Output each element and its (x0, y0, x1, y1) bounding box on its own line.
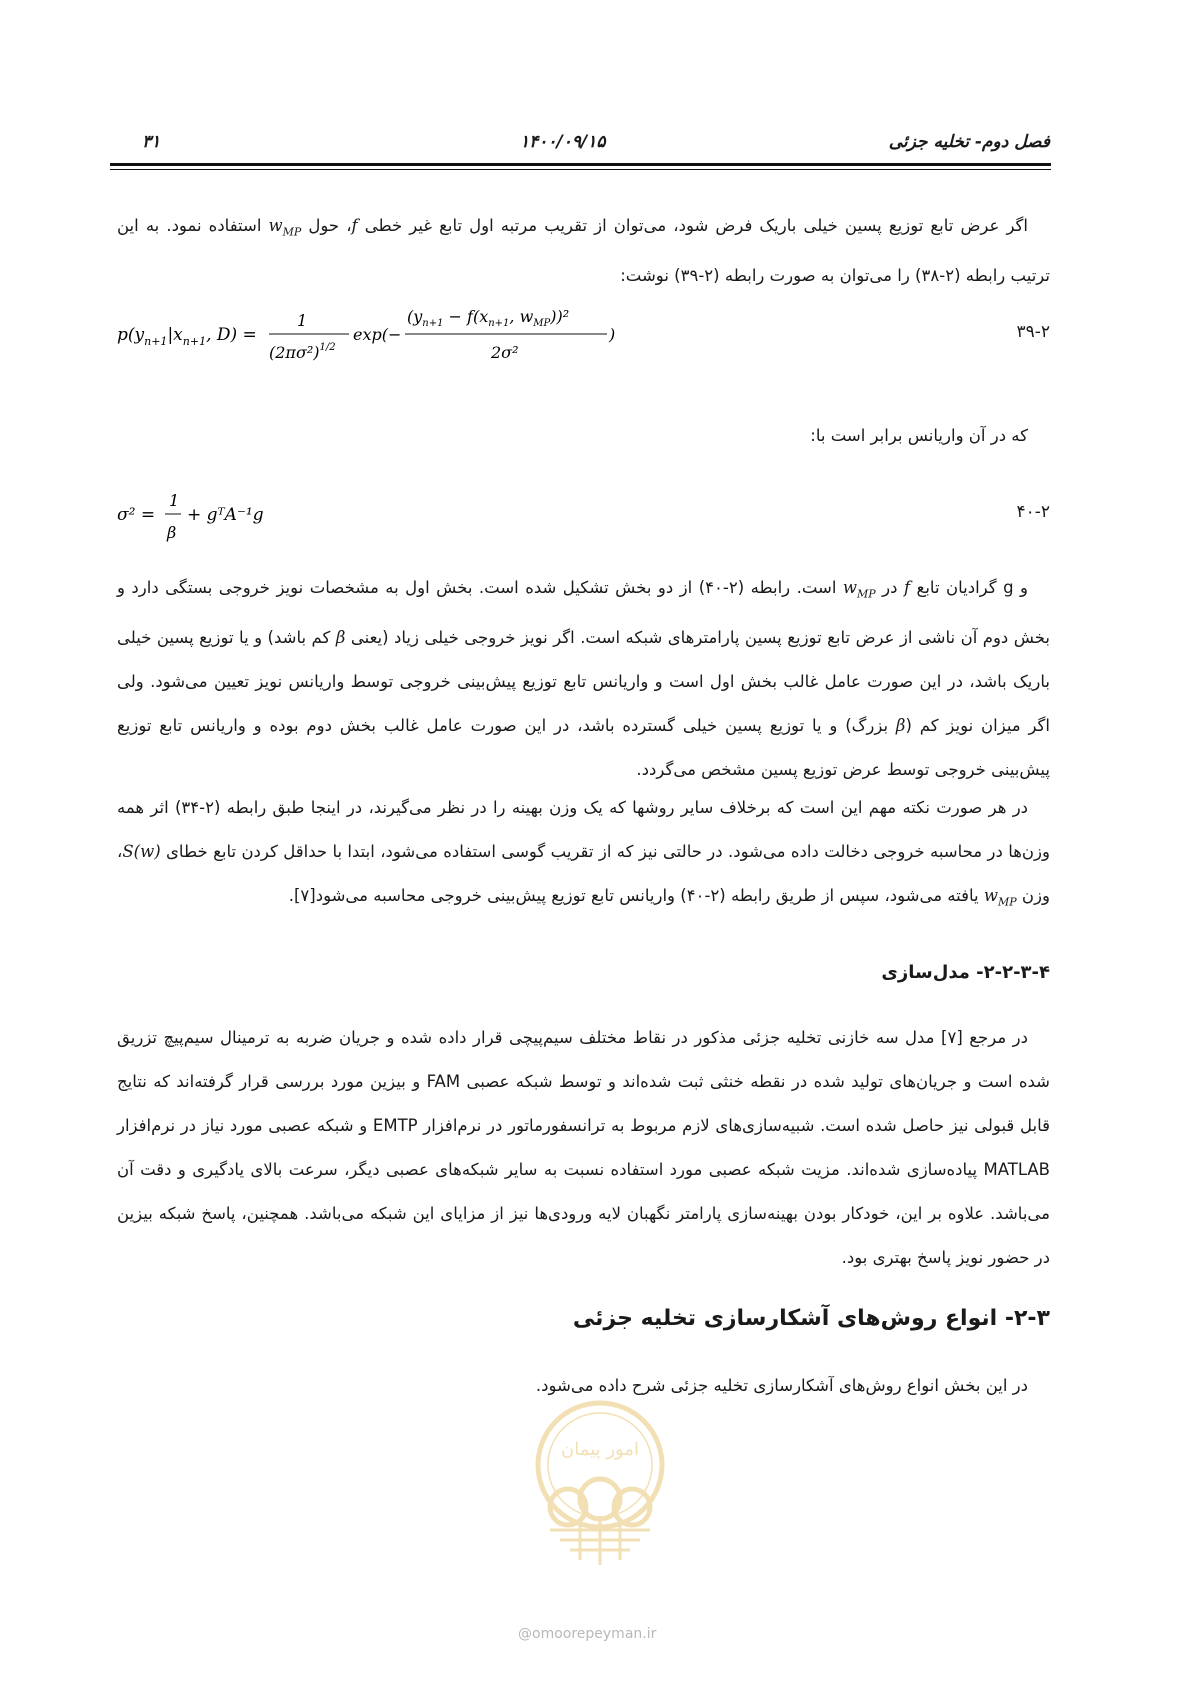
header-rule-thick (110, 163, 1051, 166)
section-heading-2-2-3-4: ۲-۲-۳-۴- مدل‌سازی (881, 962, 1050, 983)
para1-symbol-wmp: $w_{MP}$ (268, 216, 302, 239)
eq39-exp: exp(− (353, 325, 402, 344)
svg-text:p(yn+1|xn+1, D) =: $p(y_{n+1}|x_{n+1}$, D) = (117, 325, 257, 348)
equation-39 (117, 300, 1050, 370)
paragraph-3: و g گرادیان تابع f در $w_{MP}$ است. رابطه (۲-۴۰) از دو بخش تشکیل شده است. بخش اول به مشخصات نویز خروجی بستگی دارد و بخش دوم آن ناشی از عرض تابع توزیع پسین پارامترهای شبکه است. اگر نویز خروجی خیلی زیاد (یعنی β کم باشد) و یا توزیع پسین خیلی باریک باشد، در این صورت عامل غالب بخش اول است و واریانس تابع توزیع پیش‌بینی خروجی توسط واریانس نویز تعیین می‌شود. ولی اگر میزان نویز کم (β بزرگ) و یا توزیع پسین خیلی گسترده باشد، در این صورت عامل غالب بخش دوم بوده و واریانس تابع توزیع پیش‌بینی خروجی توسط عرض توزیع پسین مشخص می‌گردد. (117, 578, 1050, 780)
page-number: ۳۱ (142, 132, 161, 152)
svg-text:): ) (609, 325, 616, 344)
equation-40 (117, 480, 1050, 550)
equation-39-number: ۳۹-۲ (1016, 322, 1050, 342)
equation-40-formula (117, 480, 377, 550)
para1-text-a: اگر عرض تابع توزیع پسین خیلی باریک فرض شود، می‌توان از تقریب مرتبه اول تابع غیر خطی (357, 216, 1028, 235)
paragraph-1 (117, 204, 1050, 298)
para1-symbol-f: f (351, 216, 358, 235)
section-heading-2-3: ۲-۳- انواع روش‌های آشکارسازی تخلیه جزئی (572, 1306, 1050, 1331)
svg-text:امور پیمان: امور پیمان (561, 1439, 639, 1460)
paragraph-6: در این بخش انواع روش‌های آشکارسازی تخلیه جزئی شرح داده می‌شود. (535, 1376, 1028, 1395)
para1-text-c: استفاده نمود. به این ترتیب رابطه (۲-۳۸) را می‌توان به صورت رابطه (۲-۳۹) نوشت: (117, 216, 1050, 286)
chapter-title: فصل دوم- تخلیه جزئی (888, 132, 1050, 152)
svg-text:(yn+1 − f(xn+1, wMP))²: ($y_{n+1} - f(x_{n+1}$, $w_{MP}))^2$ (407, 307, 570, 329)
paragraph-4: در هر صورت نکته مهم این است که برخلاف سایر روشها که یک وزن بهینه را در نظر می‌گیرند، در اینجا طبق رابطه (۲-۳۴) اثر همه وزن‌ها در محاسبه خروجی دخالت داده می‌شود. در حالتی نیز که از تقریب گوسی استفاده می‌شود، ابتدا با حداقل کردن تابع خطای S(w)، وزن $w_{MP}$ یافته می‌شود، سپس از طریق رابطه (۲-۴۰) واریانس تابع توزیع پیش‌بینی خروجی محاسبه می‌شود[۷]. (117, 798, 1050, 909)
para2-text: که در آن واریانس برابر است با: (810, 426, 1028, 445)
header-date: ۱۴۰۰/۰۹/۱۵ (520, 132, 606, 152)
paragraph-2 (117, 414, 1050, 458)
watermark-logo (510, 1395, 690, 1575)
watermark-site: @omoorepeyman.ir (518, 1626, 657, 1642)
eq39-denominator-2: 2σ² (491, 343, 519, 362)
svg-text:(2πσ²)1/2: $(2\pi\sigma^2)^{1/2}$ (269, 342, 336, 362)
equation-40-number: ۴۰-۲ (1016, 502, 1050, 522)
header-rule-thin (110, 169, 1051, 170)
equation-39-formula (117, 300, 637, 370)
eq40-denominator: β (167, 523, 177, 542)
paragraph-5: در مرجع [۷] مدل سه خازنی تخلیه جزئی مذکور در نقاط مختلف سیم‌پیچی قرار داده شده و جریان ضربه به ترمینال سیم‌پیچ تزریق شده است و جریان‌های تولید شده در نقطه خنثی ثبت شده‌اند و توسط شبکه عصبی FAM و بیزین مورد بررسی قرار گرفته‌اند که نتایج قابل قبولی نیز حاصل شده است. شبیه‌سازی‌های لازم مربوط به ترانسفورماتور در نرم‌افزار EMTP و شبکه عصبی مورد نیاز در نرم‌افزار MATLAB پیاده‌سازی شده‌اند. مزیت شبکه عصبی مورد استفاده نسبت به سایر شبکه‌های عصبی دیگر، سرعت بالای یادگیری و دقت آن می‌باشد. علاوه بر این، خودکار بودن بهینه‌سازی پارامتر نگهبان لایه ورودی‌ها نیز از مزایای این شبکه می‌باشد. همچنین، پاسخ شبکه بیزین در حضور نویز پاسخ بهتری بود. (117, 1028, 1050, 1267)
eq40-numerator: 1 (169, 491, 180, 510)
eq39-numerator-1: 1 (297, 311, 308, 330)
eq40-lhs: σ² = (117, 505, 156, 525)
eq40-rhs: + gᵀA⁻¹g (187, 505, 264, 525)
para1-text-b: ، حول (301, 216, 352, 235)
page-header (110, 128, 1050, 160)
